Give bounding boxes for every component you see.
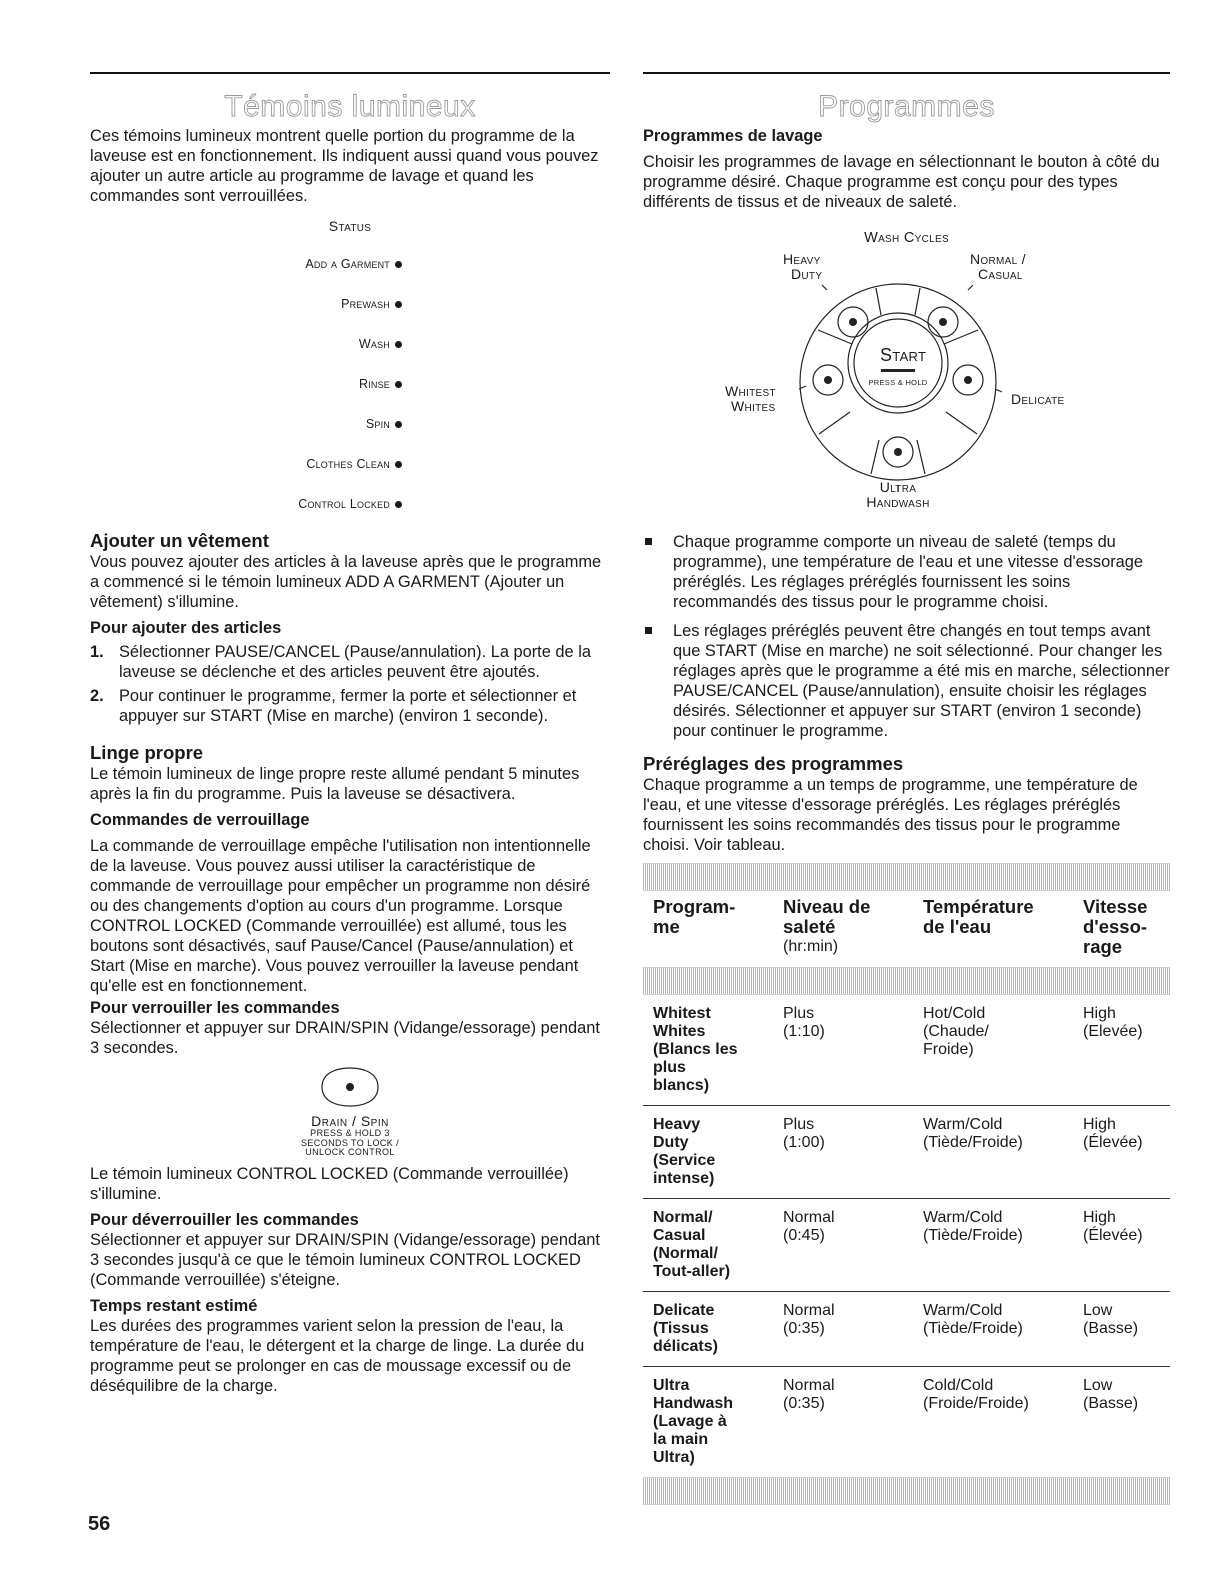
soil-level-text: Normal (0:35) — [783, 1377, 835, 1412]
cycle-name — [643, 995, 773, 1106]
lock-sub-text: Sélectionner et appuyer sur DRAIN/SPIN (Vidange/essorage) pendant 3 secondes. — [90, 1019, 600, 1057]
soil-level — [773, 1292, 913, 1367]
spin-speed-text: High (Elevée) — [1083, 1005, 1143, 1040]
indicator-light-icon — [395, 421, 402, 428]
add-steps — [90, 642, 610, 726]
header-program — [643, 891, 773, 968]
indicator-light-icon — [395, 381, 402, 388]
status-item — [90, 484, 610, 524]
section-heading: Témoins lumineux — [224, 90, 476, 123]
table-row — [643, 1367, 1170, 1478]
time-title: Temps restant estimé — [90, 1296, 258, 1315]
wash-cycles-dial-title: Wash Cycles — [864, 230, 949, 246]
step-text: Pour continuer le programme, fermer la porte et sélectionner et appuyer sur START (Mise en marche) (environ 1 seconde). — [119, 687, 577, 725]
ultra-handwash-label — [848, 480, 948, 510]
label-line: Heavy — [783, 251, 821, 267]
drain-spin-sub: UNLOCK CONTROL — [305, 1147, 395, 1157]
top-rule — [643, 72, 1170, 74]
spin-speed-text: Low (Basse) — [1083, 1302, 1139, 1337]
indicator-light-icon — [395, 341, 402, 348]
status-label: Add a Garment — [305, 257, 390, 271]
status-label: Prewash — [341, 297, 390, 311]
table-row — [643, 995, 1170, 1106]
cycle-table — [643, 863, 1170, 1505]
heavy-duty-label — [783, 252, 822, 282]
drain-spin-sub: PRESS & HOLD 3 — [310, 1128, 390, 1138]
status-title: Status — [328, 218, 372, 234]
lock-text: La commande de verrouillage empêche l'utilisation non intentionnelle de la laveuse. Vous pouvez aussi utiliser la caractéristique de commande de verrouillage pour empêcher un programme non désiré ou des changements d'option au cours d'un programme. Lorsque CONTROL LOCKED (Commande verrouillée) est allumé, tous les boutons sont désactivés, sauf Pause/Cancel (Pause/annulation) et Start (Mise en marche). Vous pouvez verrouiller la laveuse pendant qu'elle est en fonctionnement. — [90, 837, 591, 995]
clean-title: Linge propre — [90, 742, 204, 763]
status-label: Spin — [365, 417, 390, 431]
clean-text: Le témoin lumineux de linge propre reste allumé pendant 5 minutes après la fin du programme. Puis la laveuse se désactivera. — [90, 765, 580, 803]
cycle-name-text: Delicate (Tissus délicats) — [653, 1302, 718, 1355]
add-articles-title: Pour ajouter des articles — [90, 619, 282, 637]
status-label: Control Locked — [298, 497, 390, 511]
delicate-label: Delicate — [1011, 391, 1065, 407]
dotted-rule — [643, 864, 1170, 891]
step-number: 2. — [90, 687, 104, 705]
page-number: 56 — [88, 1513, 111, 1535]
whitest-whites-label — [725, 384, 776, 414]
cycle-name-text: Whitest Whites (Blancs les plus blancs) — [653, 1005, 738, 1094]
cycle-name-text: Normal/ Casual (Normal/ Tout-aller) — [653, 1209, 731, 1280]
water-temperature-text: Warm/Cold (Tiède/Froide) — [923, 1209, 1023, 1244]
water-temperature-text: Warm/Cold (Tiède/Froide) — [923, 1302, 1023, 1337]
indicator-light-icon — [395, 501, 402, 508]
step-number: 1. — [90, 643, 104, 661]
soil-level-text: Normal (0:35) — [783, 1302, 835, 1337]
header-spin-speed — [1073, 891, 1170, 968]
water-temperature — [913, 1292, 1073, 1367]
water-temperature-text: Hot/Cold (Chaude/ Froide) — [923, 1005, 989, 1058]
indicator-light-icon — [395, 461, 402, 468]
dotted-rule — [643, 968, 1170, 995]
section-heading: Programmes — [818, 90, 995, 123]
soil-level — [773, 1199, 913, 1292]
lock-title: Commandes de verrouillage — [90, 811, 310, 829]
presets-text: Chaque programme a un temps de programme, une température de l'eau, et une vitesse d'essorage préréglés. Les réglages préréglés fournissent les soins recommandés des tissus pour le programme choisi. Voir tableau. — [643, 776, 1138, 854]
intro-paragraph: Ces témoins lumineux montrent quelle portion du programme de la laveuse est en fonctionnement. Ils indiquent aussi quand vous pouvez ajouter un autre article au programme de lavage et quand les commandes sont verrouillées. — [90, 127, 599, 205]
spin-speed — [1073, 1106, 1170, 1199]
label-line: Casual — [978, 266, 1023, 282]
unlock-title: Pour déverrouiller les commandes — [90, 1210, 359, 1229]
note-item: Chaque programme comporte un niveau de saleté (temps du programme), une température de l'eau et une vitesse d'essorage préréglés. Les réglages préréglés fournissent les soins recommandés des tissus pour le programme choisi. — [643, 532, 1170, 612]
status-label: Wash — [358, 337, 390, 351]
cycle-name-text: Heavy Duty (Service intense) — [653, 1116, 716, 1187]
label-line: Handwash — [866, 494, 930, 510]
cycle-name — [643, 1292, 773, 1367]
cycle-name — [643, 1367, 773, 1478]
water-temperature — [913, 995, 1073, 1106]
status-label: Rinse — [358, 377, 390, 391]
note-item: Les réglages préréglés peuvent être changés en tout temps avant que START (Mise en marche) ne soit sélectionné. Pour changer les réglages après que le programme a été mis en marche, sélectionner PAUSE/CANCEL (Pause/annulation), ensuite choisir les réglages désirés. Sélectionner et appuyer sur START (environ 1 seconde) pour continuer le programme. — [643, 621, 1170, 741]
status-item — [90, 364, 610, 404]
wash-cycles-text: Choisir les programmes de lavage en sélectionnant le bouton à côté du programme désiré. Chaque programme est conçu pour des types différents de tissus et de niveaux de saleté. — [643, 153, 1160, 211]
top-rule — [90, 72, 610, 74]
time-text: Les durées des programmes varient selon la pression de l'eau, la température de l'eau, le détergent et la charge de linge. La durée du programme peut se prolonger en cas de moussage excessif ou de déséquilibre de la charge. — [90, 1316, 585, 1395]
drain-spin-graphic — [90, 1066, 610, 1158]
water-temperature — [913, 1199, 1073, 1292]
dotted-rule — [643, 1478, 1170, 1505]
drain-spin-label: Drain / Spin — [311, 1113, 389, 1129]
header-temperature — [913, 891, 1073, 968]
water-temperature-text: Warm/Cold (Tiède/Froide) — [923, 1116, 1023, 1151]
header-soil — [773, 891, 913, 968]
spin-speed-text: Low (Basse) — [1083, 1377, 1139, 1412]
water-temperature — [913, 1106, 1073, 1199]
water-temperature — [913, 1367, 1073, 1478]
right-column — [643, 72, 1170, 1505]
unlock-text: Sélectionner et appuyer sur DRAIN/SPIN (Vidange/essorage) pendant 3 secondes jusqu'à ce que le témoin lumineux CONTROL LOCKED (Commande verrouillée) s'éteigne. — [90, 1230, 600, 1289]
header-program-text: Program- me — [653, 896, 736, 937]
status-item — [90, 324, 610, 364]
soil-level-text: Plus (1:00) — [783, 1116, 825, 1151]
start-label: Start — [880, 345, 927, 365]
label-line: Duty — [791, 266, 823, 282]
table-row — [643, 1199, 1170, 1292]
header-soil-text: Niveau de saleté — [783, 896, 871, 937]
normal-casual-label — [970, 252, 1026, 282]
indicator-light-icon — [395, 261, 402, 268]
step-text: Sélectionner PAUSE/CANCEL (Pause/annulation). La porte de la laveuse se déclenche et des articles peuvent être ajoutés. — [119, 643, 591, 681]
soil-level — [773, 995, 913, 1106]
left-column — [90, 72, 610, 1396]
label-line: Normal / — [970, 251, 1026, 267]
cycle-name-text: Ultra Handwash (Lavage à la main Ultra) — [653, 1377, 734, 1466]
header-soil-unit: (hr:min) — [783, 938, 839, 955]
step-item — [90, 686, 610, 726]
spin-speed — [1073, 1367, 1170, 1478]
status-item — [90, 444, 610, 484]
step-item — [90, 642, 610, 682]
wash-cycles-title: Programmes de lavage — [643, 127, 823, 145]
status-item — [90, 284, 610, 324]
wash-cycle-dial — [643, 252, 1170, 514]
add-garment-title: Ajouter un vêtement — [90, 530, 269, 551]
status-item — [90, 404, 610, 444]
soil-level — [773, 1367, 913, 1478]
spin-speed — [1073, 1292, 1170, 1367]
label-line: Ultra — [879, 479, 917, 495]
cycle-notes — [643, 532, 1170, 741]
dotted-rule-cell — [643, 1478, 1170, 1505]
status-list — [90, 244, 610, 524]
label-line: Whites — [731, 398, 776, 414]
table-row — [643, 1106, 1170, 1199]
header-temperature-text: Température de l'eau — [923, 896, 1034, 937]
press-hold-label: PRESS & HOLD — [868, 378, 928, 387]
status-label: Clothes Clean — [306, 457, 390, 471]
dotted-rule-cell — [643, 864, 1170, 891]
spin-speed — [1073, 1199, 1170, 1292]
add-garment-text: Vous pouvez ajouter des articles à la laveuse après que le programme a commencé si le témoin lumineux ADD A GARMENT (Ajouter un vêtement) s'illumine. — [90, 553, 602, 611]
spin-speed — [1073, 995, 1170, 1106]
soil-level-text: Normal (0:45) — [783, 1209, 835, 1244]
drain-spin-sub: SECONDS TO LOCK / — [301, 1137, 399, 1148]
header-spin-speed-text: Vitesse d'esso- rage — [1083, 896, 1148, 957]
presets-title: Préréglages des programmes — [643, 753, 904, 774]
drain-spin-button-icon — [314, 1066, 386, 1108]
water-temperature-text: Cold/Cold (Froide/Froide) — [923, 1377, 1029, 1412]
soil-level-text: Plus (1:10) — [783, 1005, 825, 1040]
label-line: Whitest — [725, 383, 776, 399]
cycle-name — [643, 1199, 773, 1292]
status-item — [90, 244, 610, 284]
cycle-name — [643, 1106, 773, 1199]
indicator-light-icon — [395, 301, 402, 308]
after-lock-text: Le témoin lumineux CONTROL LOCKED (Commande verrouillée) s'illumine. — [90, 1164, 569, 1203]
dotted-rule-cell — [643, 968, 1170, 995]
table-header-row — [643, 891, 1170, 968]
lock-sub-title: Pour verrouiller les commandes — [90, 999, 340, 1017]
table-row — [643, 1292, 1170, 1367]
spin-speed-text: High (Élevée) — [1083, 1209, 1143, 1244]
spin-speed-text: High (Élevée) — [1083, 1116, 1143, 1151]
soil-level — [773, 1106, 913, 1199]
